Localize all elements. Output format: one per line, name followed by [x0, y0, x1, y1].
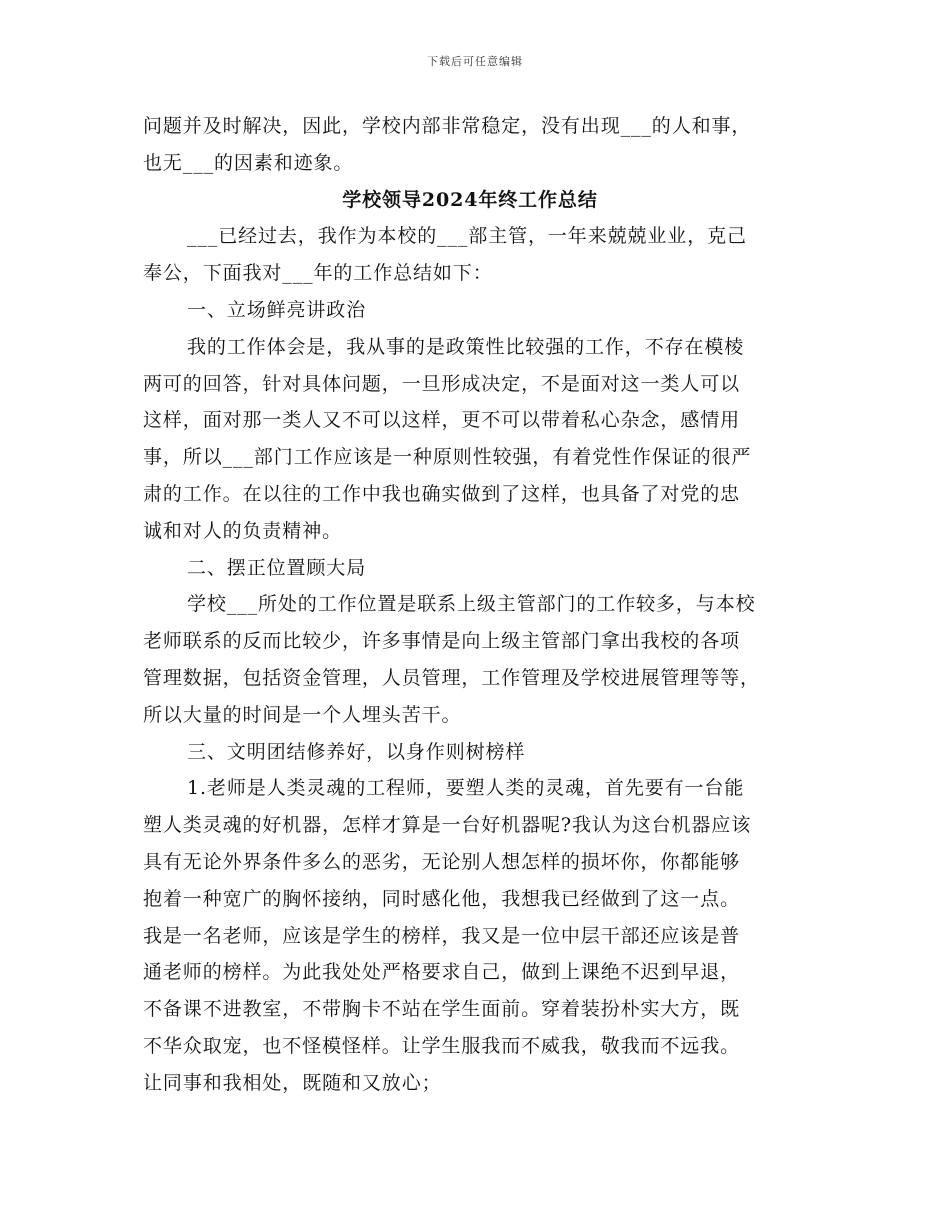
body-line: 塑人类灵魂的好机器，怎样才算是一台好机器呢?我认为这台机器应该	[143, 814, 752, 837]
paragraph-start: ___已经过去，我作为本校的___部主管，一年来兢兢业业，克己	[187, 225, 747, 248]
body-line: 两可的回答，针对具体问题，一旦形成决定，不是面对这一类人可以	[143, 372, 741, 395]
section-heading: 二、摆正位置顾大局	[187, 556, 367, 579]
body-line: 奉公，下面我对___年的工作总结如下：	[143, 262, 493, 285]
body-line: 通老师的榜样。为此我处处严格要求自己，做到上课绝不迟到早退，	[143, 961, 741, 984]
body-line: 具有无论外界条件多么的恶劣，无论别人想怎样的损坏你，你都能够	[143, 850, 741, 873]
body-line: 这样，面对那一类人又不可以这样，更不可以带着私心杂念，感情用	[143, 409, 741, 432]
body-line: 事，所以___部门工作应该是一种原则性较强，有着党性作保证的很严	[143, 446, 752, 469]
body-line: 老师联系的反而比较少，许多事情是向上级主管部门拿出我校的各项	[143, 630, 741, 653]
body-line: 抱着一种宽广的胸怀接纳，同时感化他，我想我已经做到了这一点。	[143, 887, 741, 910]
paragraph-start: 我的工作体会是，我从事的是政策性比较强的工作，不存在模棱	[187, 335, 745, 358]
body-line: 所以大量的时间是一个人埋头苦干。	[143, 703, 462, 726]
section-heading: 一、立场鲜亮讲政治	[187, 298, 367, 321]
body-line: 诚和对人的负责精神。	[143, 519, 343, 542]
body-line: 管理数据，包括资金管理，人员管理，工作管理及学校进展管理等等，	[143, 666, 760, 689]
body-line: 不华众取宠，也不怪模怪样。让学生服我而不威我，敬我而不远我。	[143, 1034, 741, 1057]
paragraph-start: 学校___所处的工作位置是联系上级主管部门的工作较多，与本校	[187, 593, 756, 616]
paragraph-start: 1.老师是人类灵魂的工程师，要塑人类的灵魂，首先要有一台能	[187, 777, 745, 800]
body-line: 我是一名老师，应该是学生的榜样，我又是一位中层干部还应该是普	[143, 924, 741, 947]
body-line: 问题并及时解决，因此，学校内部非常稳定，没有出现___的人和事，	[143, 115, 752, 137]
body-line: 肃的工作。在以往的工作中我也确实做到了这样，也具备了对党的忠	[143, 482, 741, 505]
body-line: 也无___的因素和迹象。	[143, 151, 354, 174]
body-line: 让同事和我相处，既随和又放心；	[143, 1071, 442, 1094]
section-heading: 三、文明团结修养好，以身作则树榜样	[187, 740, 526, 763]
body-line: 不备课不进教室，不带胸卡不站在学生面前。穿着装扮朴实大方，既	[143, 998, 741, 1021]
page-header: 下载后可任意编辑	[427, 55, 523, 68]
document-title: 学校领导2024年终工作总结	[342, 188, 598, 211]
document-body	[143, 108, 813, 1102]
